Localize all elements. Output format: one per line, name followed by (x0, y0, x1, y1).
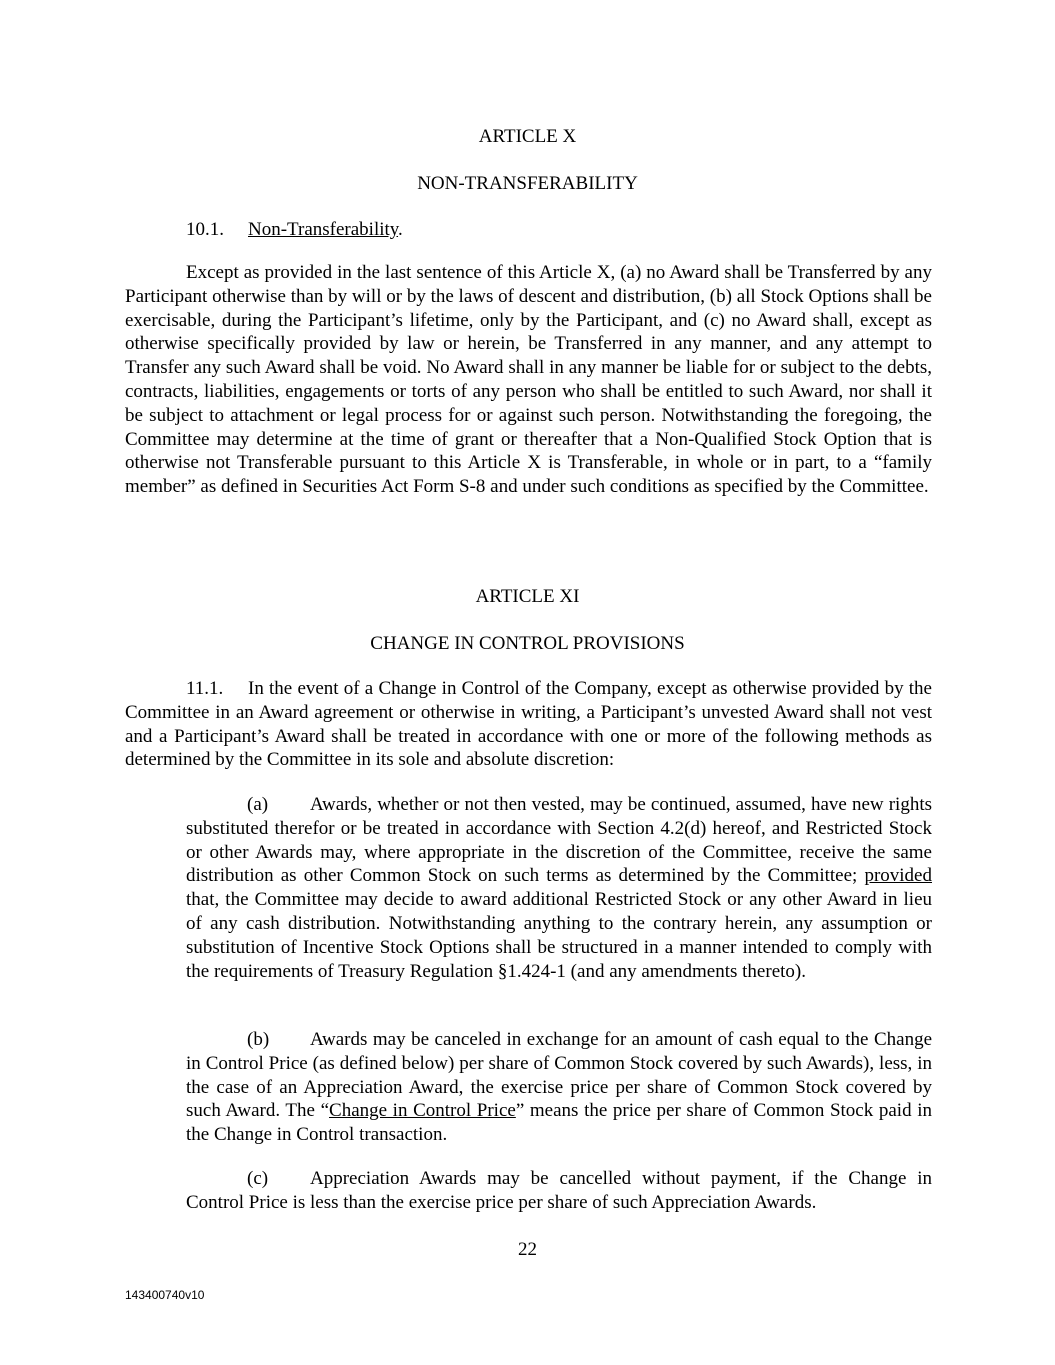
item-text-continued: ” means the price per share of Common Stock paid in the Change in Control transaction. (186, 1100, 932, 1146)
section-title-period: . (398, 219, 403, 240)
document-id: 143400740v10 (125, 1288, 205, 1302)
item-b-paragraph (186, 1028, 932, 1147)
page-number: 22 (518, 1239, 537, 1260)
section-11-1-paragraph (125, 677, 932, 772)
item-text: Appreciation Awards may be cancelled without payment, if the Change in Control Price is less than the exercise price per share of such Appreciation Awards. (186, 1168, 932, 1213)
section-number: 10.1. (186, 219, 224, 240)
section-10-1-heading (186, 218, 403, 242)
article-x-subtitle: NON-TRANSFERABILITY (417, 173, 638, 194)
item-underlined-term: provided (864, 865, 932, 887)
item-label: (c) (247, 1168, 269, 1189)
item-c-paragraph (186, 1167, 932, 1215)
article-x-title: ARTICLE X (478, 126, 577, 147)
item-a-paragraph (186, 793, 932, 983)
item-text: Awards, whether or not then vested, may be continued, assumed, have new rights substituted therefor or be treated in accordance with Section 4.2(d) hereof, and Restricted Stock or other Awards may, where appropriate in the discretion of the Committee, receive the same distribution as other Common Stock on such terms as determined by the Committee; (186, 794, 932, 887)
section-intro-text: In the event of a Change in Control of the Company, except as otherwise provided by the Committee in an Award agreement or otherwise in writing, a Participant’s unvested Award shall not vest and a Participant’s Award shall be treated in accordance with one or more of the following methods as determined by the Committee in its sole and absolute discretion: (125, 678, 932, 771)
item-label: (b) (247, 1029, 270, 1050)
article-xi-subtitle: CHANGE IN CONTROL PROVISIONS (370, 633, 685, 654)
article-x-paragraph: Except as provided in the last sentence of this Article X, (a) no Award shall be Transferred by any Participant otherwise than by will or by the laws of descent and distribution, (b) all Stock Options shall be exercisable, during the Participant’s lifetime, only by the Participant, and (c) no Award shall, except as otherwise specifically provided by law or herein, be Transferred in any manner, and any attempt to Transfer any such Award shall be void. No Award shall in any manner be liable for or subject to the debts, contracts, liabilities, engagements or torts of any person who shall be entitled to such Award, nor shall it be subject to attachment or legal process for or against such person. Notwithstanding the foregoing, the Committee may determine at the time of grant or thereafter that a Non-Qualified Stock Option that is otherwise not Transferable pursuant to this Article X is Transferable, in whole or in part, to a “family member” as defined in Securities Act Form S-8 and under such conditions as specified by the Committee. (125, 262, 932, 498)
section-number: 11.1. (186, 678, 224, 699)
item-text-continued: that, the Committee may decide to award additional Restricted Stock or any other Award in lieu of any cash distribution. Notwithstanding anything to the contrary herein, any assumption or substitution of Incentive Stock Options shall be structured in a manner intended to comply with the requirements of Treasury Regulation §1.424-1 (and any amendments thereto). (186, 889, 932, 982)
item-label: (a) (247, 794, 269, 815)
section-title: Non-Transferability (248, 219, 399, 240)
article-xi-title: ARTICLE XI (475, 586, 580, 607)
item-underlined-term: Change in Control Price (329, 1100, 516, 1122)
item-text: Awards may be canceled in exchange for an amount of cash equal to the Change in Control Price (as defined below) per share of Common Stock covered by such Awards), less, in the case of an Appreciation Award, the exercise price per share of Common Stock covered by such Award. The “ (186, 1029, 932, 1122)
